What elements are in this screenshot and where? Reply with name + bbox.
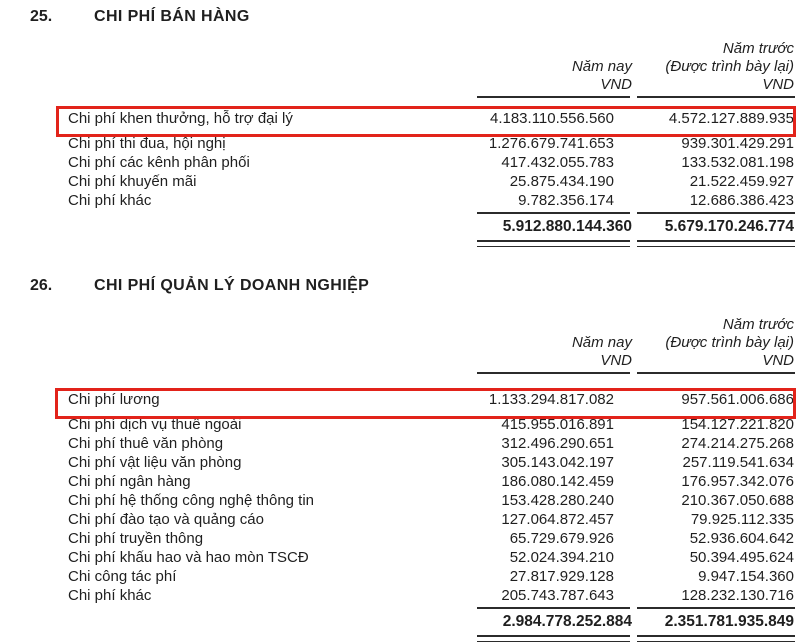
row-label: Chi công tác phí bbox=[68, 568, 177, 585]
row-prior-value: 79.925.112.335 bbox=[690, 511, 794, 528]
highlight-box-luong-row bbox=[55, 388, 796, 419]
row-prior-value: 133.532.081.198 bbox=[681, 154, 794, 171]
col-header-current-unit: VND bbox=[600, 352, 632, 369]
double-rule-current bbox=[477, 635, 630, 642]
column-header-rule bbox=[0, 96, 800, 100]
row-current-value: 1.133.294.817.082 bbox=[488, 391, 614, 408]
col-header-current-year: Năm nay bbox=[571, 58, 632, 75]
total-row bbox=[0, 611, 800, 633]
row-label: Chi phí các kênh phân phối bbox=[68, 154, 250, 171]
column-header-row bbox=[0, 76, 800, 94]
row-prior-value: 957.561.006.686 bbox=[681, 391, 794, 408]
col-header-prior-year: Năm trước bbox=[722, 40, 794, 57]
total-current-value: 5.912.880.144.360 bbox=[502, 218, 632, 235]
row-label: Chi phí hệ thống công nghệ thông tin bbox=[68, 492, 315, 509]
row-prior-value: 128.232.130.716 bbox=[681, 587, 794, 604]
row-prior-value: 176.957.342.076 bbox=[681, 473, 794, 490]
highlight-box-khen-thuong-row bbox=[56, 106, 796, 137]
row-current-value: 9.782.356.174 bbox=[518, 192, 614, 209]
col-header-prior-year: Năm trước bbox=[722, 316, 794, 333]
column-header-row bbox=[0, 352, 800, 370]
row-label: Chi phí khen thưởng, hỗ trợ đại lý bbox=[68, 110, 293, 127]
col-header-prior-note: (Được trình bày lại) bbox=[665, 334, 794, 351]
row-current-value: 312.496.290.651 bbox=[501, 435, 614, 452]
col-header-current-year: Năm nay bbox=[571, 334, 632, 351]
table-row bbox=[0, 529, 800, 548]
row-current-value: 25.875.434.190 bbox=[509, 173, 614, 190]
row-prior-value: 9.947.154.360 bbox=[698, 568, 794, 585]
section-number: 25. bbox=[30, 8, 53, 25]
table-row bbox=[0, 548, 800, 567]
column-header-row bbox=[0, 58, 800, 76]
row-current-value: 4.183.110.556.560 bbox=[489, 110, 614, 127]
rule-line-current bbox=[477, 607, 630, 609]
row-label: Chi phí khác bbox=[68, 587, 152, 604]
rule-line-prior bbox=[637, 212, 795, 214]
section-title: CHI PHÍ QUẢN LÝ DOANH NGHIỆP bbox=[94, 277, 370, 294]
double-rule-current bbox=[477, 240, 630, 247]
table-row bbox=[0, 510, 800, 529]
section-number: 26. bbox=[30, 277, 53, 294]
section-25-header bbox=[0, 8, 800, 26]
row-label: Chi phí dịch vụ thuê ngoài bbox=[68, 416, 242, 433]
rule-line-current bbox=[477, 212, 630, 214]
total-prior-value: 2.351.781.935.849 bbox=[664, 613, 794, 630]
rule-line-prior bbox=[637, 372, 795, 374]
total-prior-value: 5.679.170.246.774 bbox=[664, 218, 794, 235]
table-row bbox=[0, 434, 800, 453]
col-header-prior-unit: VND bbox=[762, 352, 794, 369]
section-26-column-headers bbox=[0, 316, 800, 376]
total-double-rule bbox=[0, 240, 800, 247]
row-current-value: 153.428.280.240 bbox=[501, 492, 614, 509]
rule-line-prior bbox=[637, 96, 795, 98]
col-header-prior-note: (Được trình bày lại) bbox=[665, 58, 794, 75]
row-current-value: 205.743.787.643 bbox=[501, 587, 614, 604]
row-label: Chi phí ngân hàng bbox=[68, 473, 191, 490]
section-26-table bbox=[0, 385, 800, 642]
column-header-row bbox=[0, 334, 800, 352]
row-prior-value: 257.119.541.634 bbox=[682, 454, 794, 471]
row-prior-value: 52.936.604.642 bbox=[689, 530, 794, 547]
row-prior-value: 50.394.495.624 bbox=[689, 549, 794, 566]
section-title: CHI PHÍ BÁN HÀNG bbox=[94, 8, 250, 25]
section-25-column-headers bbox=[0, 40, 800, 100]
row-label: Chi phí khấu hao và hao mòn TSCĐ bbox=[68, 549, 309, 566]
row-label: Chi phí đào tạo và quảng cáo bbox=[68, 511, 264, 528]
total-row bbox=[0, 216, 800, 238]
row-label: Chi phí truyền thông bbox=[68, 530, 204, 547]
row-current-value: 415.955.016.891 bbox=[501, 416, 614, 433]
column-header-row bbox=[0, 316, 800, 334]
table-row bbox=[0, 586, 800, 605]
column-header-row bbox=[0, 40, 800, 58]
rule-line-current bbox=[477, 96, 630, 98]
double-rule-prior bbox=[637, 240, 795, 247]
rule-line-prior bbox=[637, 607, 795, 609]
column-header-rule bbox=[0, 372, 800, 376]
rule-line-current bbox=[477, 372, 630, 374]
row-prior-value: 939.301.429.291 bbox=[681, 135, 794, 152]
row-prior-value: 12.686.386.423 bbox=[689, 192, 794, 209]
section-26-header bbox=[0, 277, 800, 295]
row-label: Chi phí khuyến mãi bbox=[68, 173, 197, 190]
row-current-value: 305.143.042.197 bbox=[501, 454, 614, 471]
row-current-value: 1.276.679.741.653 bbox=[488, 135, 614, 152]
row-prior-value: 274.214.275.268 bbox=[681, 435, 794, 452]
table-row bbox=[0, 153, 800, 172]
col-header-current-unit: VND bbox=[600, 76, 632, 93]
total-current-value: 2.984.778.252.884 bbox=[502, 613, 632, 630]
row-label: Chi phí lương bbox=[68, 391, 160, 408]
row-prior-value: 21.522.459.927 bbox=[689, 173, 794, 190]
row-current-value: 52.024.394.210 bbox=[509, 549, 614, 566]
row-prior-value: 210.367.050.688 bbox=[681, 492, 794, 509]
table-row bbox=[0, 191, 800, 210]
row-label: Chi phí vật liệu văn phòng bbox=[68, 454, 242, 471]
table-row bbox=[0, 172, 800, 191]
row-prior-value: 4.572.127.889.935 bbox=[668, 110, 794, 127]
row-current-value: 65.729.679.926 bbox=[509, 530, 614, 547]
col-header-prior-unit: VND bbox=[762, 76, 794, 93]
table-row bbox=[0, 491, 800, 510]
row-label: Chi phí khác bbox=[68, 192, 152, 209]
row-label: Chi phí thi đua, hội nghị bbox=[68, 135, 226, 152]
row-current-value: 27.817.929.128 bbox=[509, 568, 614, 585]
row-current-value: 186.080.142.459 bbox=[501, 473, 614, 490]
table-row bbox=[0, 567, 800, 586]
row-current-value: 417.432.055.783 bbox=[501, 154, 614, 171]
row-current-value: 127.064.872.457 bbox=[501, 511, 614, 528]
total-double-rule bbox=[0, 635, 800, 642]
row-label: Chi phí thuê văn phòng bbox=[68, 435, 224, 452]
table-row bbox=[0, 472, 800, 491]
row-prior-value: 154.127.221.820 bbox=[681, 416, 794, 433]
table-row bbox=[0, 453, 800, 472]
double-rule-prior bbox=[637, 635, 795, 642]
